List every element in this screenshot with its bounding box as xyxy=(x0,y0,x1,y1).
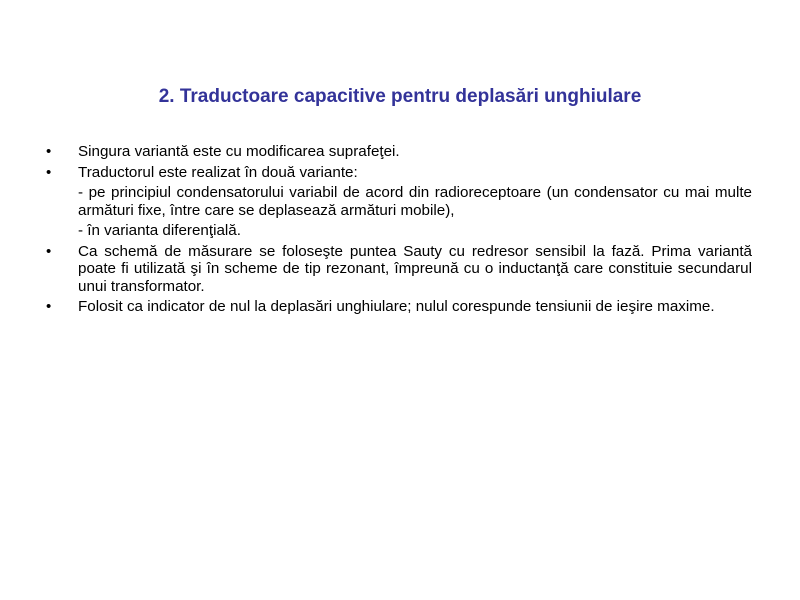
bullet-marker: • xyxy=(46,298,52,315)
list-item xyxy=(46,243,752,296)
bullet-marker: • xyxy=(46,163,52,181)
bullet-text: Folosit ca indicator de nul la deplasări unghiulare; nulul corespunde tensiunii de ieşire maxime. xyxy=(78,298,715,315)
bullet-text: Ca schemă de măsurare se foloseşte puntea Sauty cu redresor sensibil la fază. Prima variantă poate fi utilizată şi în scheme de tip rezonant, împreună cu o inductanţă care constituie secundarul unui transformator. xyxy=(78,242,752,295)
bullet-text: Singura variantă este cu modificarea suprafeţei. xyxy=(78,143,400,160)
bullet-marker: • xyxy=(46,242,52,260)
slide-body xyxy=(46,143,752,319)
sub-item-text: - pe principiul condensatorului variabil de acord din radioreceptoare (un condensator cu mai multe armături fixe, între care se deplasează armături mobile), xyxy=(78,184,752,219)
bullet-marker: • xyxy=(46,143,52,160)
bullet-text: Traductorul este realizat în două variante: xyxy=(78,163,358,181)
sub-item-text: - în varianta diferenţială. xyxy=(78,222,241,239)
list-item xyxy=(46,143,752,161)
list-item xyxy=(46,164,752,182)
slide-title: 2. Traductoare capacitive pentru deplasări unghiulare xyxy=(158,86,642,107)
list-item xyxy=(46,298,752,316)
